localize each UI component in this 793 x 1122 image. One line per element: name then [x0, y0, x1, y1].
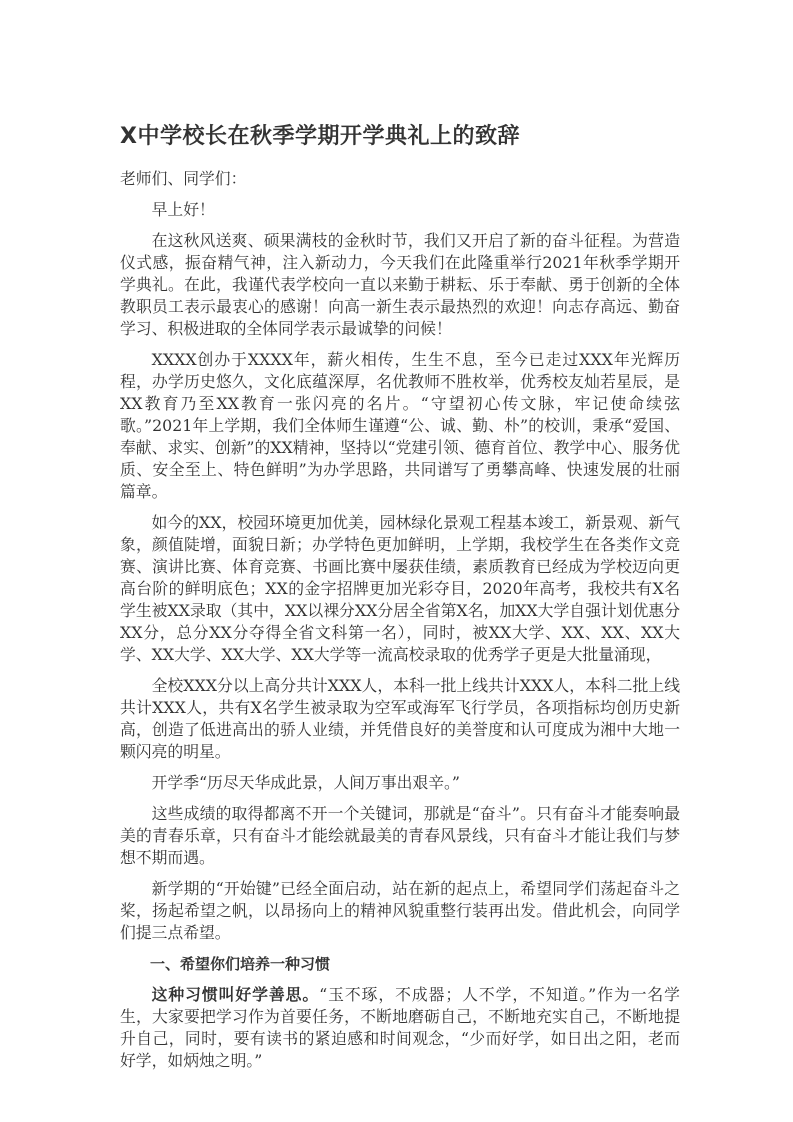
- section-body: “玉不琢，不成器；人不学，不知道。”作为一名学生，大家要把学习作为首要任务，不断地磨砺自己，不断地充实自己，不断地提升自己，同时，要有读书的紧迫感和时间观念，“少而好学，如日出之阳，老而好学，如炳烛之明。”: [120, 985, 680, 1070]
- greeting: 早上好！: [151, 200, 215, 219]
- paragraph: 开学季“历尽天华成此景，人间万事出艰辛。”: [151, 773, 460, 792]
- section-heading: 一、希望你们培养一种习惯: [150, 955, 331, 973]
- paragraph: 在这秋风送爽、硕果满枝的金秋时节，我们又开启了新的奋斗征程。为营造仪式感，振奋精气神，注入新动力，今天我们在此隆重举行2021年秋季学期开学典礼。在此，我谨代表学校向一直以来勤于耕耘、乐于奉献、勇于创新的全体教职员工表示最衷心的感谢！向高一新生表示最热烈的欢迎！向志存高远、勤奋学习、积极进取的全体同学表示最诚挚的问候！: [120, 231, 680, 338]
- paragraph: XXXX创办于XXXX年，薪火相传，生生不息，至今已走过XXX年光辉历程，办学历史悠久，文化底蕴深厚，名优教师不胜枚举，优秀校友灿若星辰，是XX教育乃至XX教育一张闪亮的名片。“守望初心传文脉，牢记使命续弦歌。”2021年上学期，我们全体师生谨遵“公、诚、勤、朴”的校训，秉承“爱国、奉献、求实、创新”的XX精神，坚持以“党建引领、德育首位、教学中心、服务优质、安全至上、特色鲜明”为办学思路，共同谱写了勇攀高峰、快速发展的壮丽篇章。: [120, 350, 680, 501]
- document-title: X中学校长在秋季学期开学典礼上的致辞: [120, 124, 520, 149]
- section-paragraph: [120, 984, 680, 1072]
- paragraph: 如今的XX，校园环境更加优美，园林绿化景观工程基本竣工，新景观、新气象，颜值陡增，面貌日新；办学特色更加鲜明，上学期，我校学生在各类作文竞赛、演讲比赛、体育竞赛、书画比赛中屡获佳绩，素质教育已经成为学校迈向更高台阶的鲜明底色；XX的金字招牌更加光彩夺目，2020年高考，我校共有X名学生被XX录取（其中，XX以裸分XX分居全省第X名，加XX大学自强计划优惠分XX分，总分XX分夺得全省文科第一名），同时，被XX大学、XX、XX、XX大学、XX大学、XX大学、XX大学等一流高校录取的优秀学子更是大批量涌现，: [120, 513, 680, 664]
- document-page: [120, 122, 680, 1081]
- paragraph: 这些成绩的取得都离不开一个关键词，那就是“奋斗”。只有奋斗才能奏响最美的青春乐章，只有奋斗才能绘就最美的青春风景线，只有奋斗才能让我们与梦想不期而遇。: [120, 804, 680, 867]
- salutation: 老师们、同学们：: [120, 169, 247, 188]
- paragraph: 全校XXX分以上高分共计XXX人，本科一批上线共计XXX人，本科二批上线共计XXX人，共有X名学生被录取为空军或海军飞行学员，各项指标均创历史新高，创造了低进高出的骄人业绩，并凭借良好的美誉度和认可度成为湘中大地一颗闪亮的明星。: [120, 676, 680, 761]
- paragraph: 新学期的“开始键”已经全面启动，站在新的起点上，希望同学们荡起奋斗之桨，扬起希望之帆，以昂扬向上的精神风貌重整行装再出发。借此机会，向同学们提三点希望。: [120, 879, 680, 942]
- section-lead: 这种习惯叫好学善思。: [151, 985, 320, 1004]
